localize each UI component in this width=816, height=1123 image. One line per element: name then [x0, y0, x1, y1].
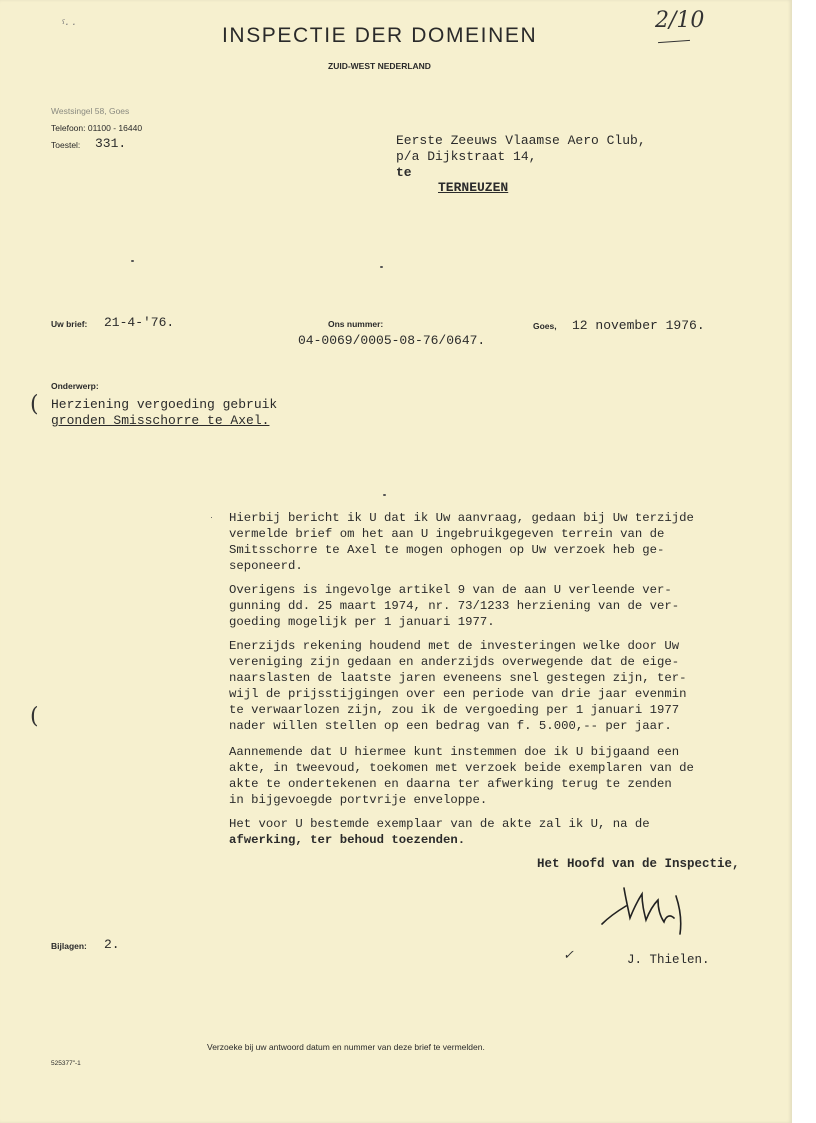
- body-line: gunning dd. 25 maart 1974, nr. 73/1233 herziening van de ver-: [229, 599, 680, 613]
- subject-line-1: Herziening vergoeding gebruik: [51, 397, 278, 412]
- margin-dot: ·: [210, 512, 213, 522]
- sender-phone: Telefoon: 01100 - 16440: [51, 123, 143, 133]
- your-letter-value: 21-4-'76.: [104, 315, 175, 330]
- paper-speck: [380, 266, 383, 268]
- archive-mark-underline: [658, 40, 690, 43]
- corner-scribble: ˁ· ·: [62, 18, 76, 31]
- body-line: goeding mogelijk per 1 januari 1977.: [229, 615, 495, 629]
- our-number-value: 04-0069/0005-08-76/0647.: [298, 333, 486, 348]
- subject-label: Onderwerp:: [51, 381, 99, 391]
- body-line: Hierbij bericht ik U dat ik Uw aanvraag, gedaan bij Uw terzijde: [229, 511, 694, 525]
- signature: [596, 878, 706, 950]
- body-line: akte te ondertekenen en daarna ter afwerking terug te zenden: [229, 777, 672, 791]
- subject-line-2: gronden Smisschorre te Axel.: [51, 413, 270, 428]
- body-line: wijl de prijsstijgingen over een periode van drie jaar evenmin: [229, 687, 687, 701]
- attachments-count: 2.: [104, 937, 120, 952]
- body-line: vereniging zijn gedaan en anderzijds overwegende dat de eige-: [229, 655, 680, 669]
- sender-extension-value: 331.: [95, 136, 127, 151]
- body-line: Aannemende dat U hiermee kunt instemmen doe ik U bijgaand een: [229, 745, 680, 759]
- body-line: in bijgevoegde portvrije enveloppe.: [229, 793, 488, 807]
- footer-instruction: Verzoeke bij uw antwoord datum en nummer van deze brief te vermelden.: [207, 1042, 485, 1052]
- signatory-name: J. Thielen.: [627, 953, 710, 967]
- letter-date: 12 november 1976.: [572, 318, 705, 333]
- form-code: 525377"-1: [51, 1060, 81, 1067]
- body-line: Overigens is ingevolge artikel 9 van de aan U verleende ver-: [229, 583, 672, 597]
- body-line: naarslasten de laatste jaren eveneens snel gestegen zijn, ter-: [229, 671, 687, 685]
- signature-tick: ✓: [563, 948, 574, 963]
- organization-title: INSPECTIE DER DOMEINEN: [222, 24, 538, 47]
- body-line: Enerzijds rekening houdend met de investeringen welke door Uw: [229, 639, 680, 653]
- attachments-label: Bijlagen:: [51, 941, 87, 951]
- archive-mark: 2/10: [655, 8, 705, 33]
- margin-bracket: (: [30, 704, 39, 729]
- sender-extension-label: Toestel:: [51, 140, 81, 150]
- your-letter-label: Uw brief:: [51, 319, 88, 329]
- organization-region: ZUID-WEST NEDERLAND: [328, 61, 431, 71]
- body-line: akte, in tweevoud, toekomen met verzoek beide exemplaren van de: [229, 761, 694, 775]
- body-line: Smitsschorre te Axel te mogen ophogen op Uw verzoek heb ge-: [229, 543, 665, 557]
- recipient-line-3: te: [396, 165, 412, 180]
- body-line: vermelde brief om het aan U ingebruikgegeven terrein van de: [229, 527, 665, 541]
- recipient-line-2: p/a Dijkstraat 14,: [396, 149, 537, 164]
- margin-bracket: (: [30, 392, 39, 417]
- body-line: Het voor U bestemde exemplaar van de akte zal ik U, na de: [229, 817, 650, 831]
- recipient-city: TERNEUZEN: [438, 180, 509, 195]
- our-number-label: Ons nummer:: [328, 319, 384, 329]
- sender-address: Westsingel 58, Goes: [51, 106, 130, 116]
- recipient-line-1: Eerste Zeeuws Vlaamse Aero Club,: [396, 133, 646, 148]
- body-line: te verwaarlozen zijn, zou ik de vergoeding per 1 januari 1977: [229, 703, 680, 717]
- body-line: nader willen stellen op een bedrag van f. 5.000,-- per jaar.: [229, 719, 672, 733]
- paper-speck: [131, 260, 134, 262]
- body-line: afwerking, ter behoud toezenden.: [229, 833, 466, 847]
- paper-speck: [383, 494, 386, 496]
- closing-title: Het Hoofd van de Inspectie,: [537, 857, 740, 871]
- body-line: seponeerd.: [229, 559, 303, 573]
- place-label: Goes,: [533, 321, 557, 331]
